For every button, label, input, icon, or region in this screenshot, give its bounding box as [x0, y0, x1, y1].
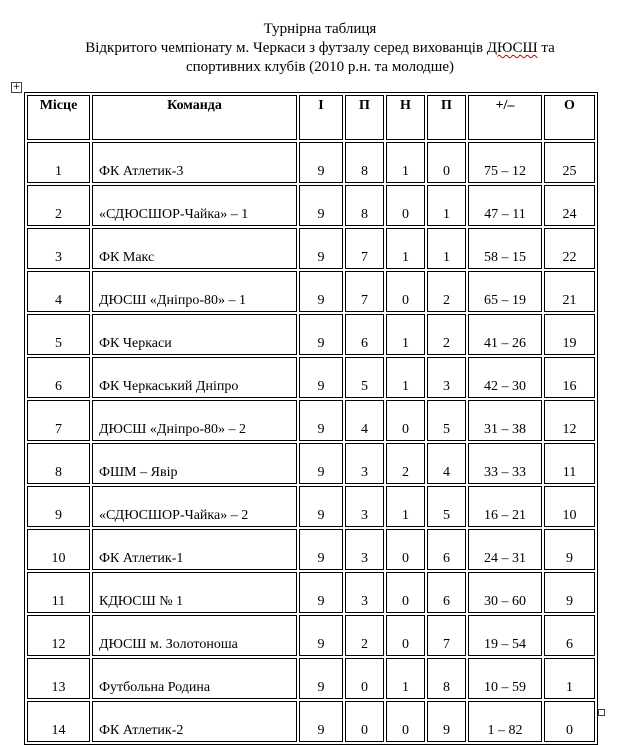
table-header-row — [27, 95, 595, 140]
cell-wins[interactable]: 7 — [345, 271, 384, 312]
table-row — [27, 314, 595, 355]
table-row — [27, 443, 595, 484]
cell-games[interactable]: 9 — [299, 615, 343, 656]
cell-points[interactable]: 1 — [544, 658, 595, 699]
cell-losses[interactable]: 2 — [427, 271, 466, 312]
cell-draws[interactable]: 0 — [386, 271, 425, 312]
cell-draws[interactable]: 1 — [386, 228, 425, 269]
cell-place[interactable]: 11 — [27, 572, 90, 613]
cell-points[interactable]: 25 — [544, 142, 595, 183]
table-row — [27, 572, 595, 613]
cell-losses[interactable]: 0 — [427, 142, 466, 183]
cell-draws[interactable]: 1 — [386, 314, 425, 355]
cell-wins[interactable]: 3 — [345, 486, 384, 527]
header-losses[interactable]: П — [427, 95, 466, 140]
cell-goals[interactable]: 42 – 30 — [468, 357, 542, 398]
cell-points[interactable]: 21 — [544, 271, 595, 312]
cell-goals[interactable]: 24 – 31 — [468, 529, 542, 570]
cell-goals[interactable]: 19 – 54 — [468, 615, 542, 656]
table-row — [27, 400, 595, 441]
cell-place[interactable]: 7 — [27, 400, 90, 441]
cell-losses[interactable]: 8 — [427, 658, 466, 699]
cell-wins[interactable]: 8 — [345, 185, 384, 226]
header-place[interactable]: Місце — [27, 95, 90, 140]
cell-losses[interactable]: 3 — [427, 357, 466, 398]
cell-goals[interactable]: 10 – 59 — [468, 658, 542, 699]
cell-goals[interactable]: 33 – 33 — [468, 443, 542, 484]
title-line-1: Турнірна таблиця — [263, 21, 377, 37]
cell-games[interactable]: 9 — [299, 314, 343, 355]
cell-wins[interactable]: 0 — [345, 658, 384, 699]
cell-points[interactable]: 0 — [544, 701, 595, 742]
cell-place[interactable]: 10 — [27, 529, 90, 570]
cell-points[interactable]: 11 — [544, 443, 595, 484]
header-points[interactable]: О — [544, 95, 595, 140]
cell-goals[interactable]: 30 – 60 — [468, 572, 542, 613]
table-row — [27, 357, 595, 398]
cell-goals[interactable]: 16 – 21 — [468, 486, 542, 527]
cell-team[interactable]: ФК Атлетик-1 — [92, 529, 297, 570]
cell-draws[interactable]: 0 — [386, 185, 425, 226]
header-goal-difference[interactable]: +/– — [468, 95, 542, 140]
cell-team[interactable]: ДЮСШ м. Золотоноша — [92, 615, 297, 656]
cell-draws[interactable]: 0 — [386, 615, 425, 656]
cell-wins[interactable]: 3 — [345, 572, 384, 613]
cell-losses[interactable]: 1 — [427, 228, 466, 269]
cell-wins[interactable]: 4 — [345, 400, 384, 441]
cell-team[interactable]: КДЮСШ № 1 — [92, 572, 297, 613]
standings-table — [24, 92, 598, 745]
cell-place[interactable]: 4 — [27, 271, 90, 312]
cell-team[interactable]: Футбольна Родина — [92, 658, 297, 699]
header-games[interactable]: І — [299, 95, 343, 140]
cell-wins[interactable]: 5 — [345, 357, 384, 398]
table-row — [27, 701, 595, 742]
cell-place[interactable]: 8 — [27, 443, 90, 484]
cell-team[interactable]: ДЮСШ «Дніпро-80» – 2 — [92, 400, 297, 441]
cell-team[interactable]: «СДЮСШОР-Чайка» – 2 — [92, 486, 297, 527]
cell-points[interactable]: 22 — [544, 228, 595, 269]
cell-losses[interactable]: 7 — [427, 615, 466, 656]
cell-games[interactable]: 9 — [299, 357, 343, 398]
cell-points[interactable]: 10 — [544, 486, 595, 527]
cell-points[interactable]: 24 — [544, 185, 595, 226]
document-title — [0, 20, 640, 77]
cell-place[interactable]: 13 — [27, 658, 90, 699]
cell-games[interactable]: 9 — [299, 185, 343, 226]
cell-losses[interactable]: 1 — [427, 185, 466, 226]
cell-games[interactable]: 9 — [299, 228, 343, 269]
cell-draws[interactable]: 2 — [386, 443, 425, 484]
cell-place[interactable]: 5 — [27, 314, 90, 355]
cell-wins[interactable]: 0 — [345, 701, 384, 742]
cell-wins[interactable]: 3 — [345, 443, 384, 484]
cell-wins[interactable]: 3 — [345, 529, 384, 570]
cell-games[interactable]: 9 — [299, 443, 343, 484]
cell-place[interactable]: 14 — [27, 701, 90, 742]
cell-games[interactable]: 9 — [299, 529, 343, 570]
table-row — [27, 615, 595, 656]
cell-losses[interactable]: 6 — [427, 572, 466, 613]
cell-points[interactable]: 9 — [544, 529, 595, 570]
table-row — [27, 271, 595, 312]
header-team[interactable]: Команда — [92, 95, 297, 140]
header-wins[interactable]: П — [345, 95, 384, 140]
table-resize-handle[interactable] — [598, 709, 605, 716]
cell-team[interactable]: ФК Черкаси — [92, 314, 297, 355]
cell-losses[interactable]: 5 — [427, 486, 466, 527]
cell-goals[interactable]: 47 – 11 — [468, 185, 542, 226]
cell-draws[interactable]: 0 — [386, 701, 425, 742]
cell-losses[interactable]: 4 — [427, 443, 466, 484]
cell-goals[interactable]: 41 – 26 — [468, 314, 542, 355]
cell-team[interactable]: ФК Черкаський Дніпро — [92, 357, 297, 398]
cell-goals[interactable]: 1 – 82 — [468, 701, 542, 742]
spellcheck-flagged-word[interactable]: ДЮСШ — [486, 40, 538, 56]
cell-draws[interactable]: 1 — [386, 486, 425, 527]
header-draws[interactable]: Н — [386, 95, 425, 140]
cell-games[interactable]: 9 — [299, 572, 343, 613]
table-row — [27, 185, 595, 226]
title-line-3: спортивних клубів (2010 р.н. та молодше) — [185, 59, 454, 75]
cell-games[interactable]: 9 — [299, 271, 343, 312]
cell-points[interactable]: 9 — [544, 572, 595, 613]
cell-points[interactable]: 12 — [544, 400, 595, 441]
cell-place[interactable]: 1 — [27, 142, 90, 183]
cell-team[interactable]: ФК Атлетик-3 — [92, 142, 297, 183]
cell-place[interactable]: 2 — [27, 185, 90, 226]
table-row — [27, 658, 595, 699]
cell-place[interactable]: 12 — [27, 615, 90, 656]
cell-draws[interactable]: 0 — [386, 400, 425, 441]
cell-wins[interactable]: 6 — [345, 314, 384, 355]
cell-wins[interactable]: 8 — [345, 142, 384, 183]
table-row — [27, 228, 595, 269]
cell-goals[interactable]: 58 – 15 — [468, 228, 542, 269]
cell-place[interactable]: 6 — [27, 357, 90, 398]
cell-games[interactable]: 9 — [299, 486, 343, 527]
cell-points[interactable]: 16 — [544, 357, 595, 398]
cell-draws[interactable]: 0 — [386, 572, 425, 613]
cell-draws[interactable]: 1 — [386, 142, 425, 183]
move-cross-icon[interactable]: + — [12, 82, 21, 92]
title-line-2-end: та — [537, 40, 555, 56]
cell-losses[interactable]: 9 — [427, 701, 466, 742]
cell-wins[interactable]: 7 — [345, 228, 384, 269]
cell-draws[interactable]: 1 — [386, 357, 425, 398]
cell-losses[interactable]: 5 — [427, 400, 466, 441]
cell-losses[interactable]: 2 — [427, 314, 466, 355]
cell-games[interactable]: 9 — [299, 658, 343, 699]
cell-games[interactable]: 9 — [299, 701, 343, 742]
cell-team[interactable]: ФК Атлетик-2 — [92, 701, 297, 742]
table-row — [27, 486, 595, 527]
cell-team[interactable]: ФК Макс — [92, 228, 297, 269]
table-row — [27, 529, 595, 570]
title-line-2-start: Відкритого чемпіонату м. Черкаси з футзалу серед вихованців — [85, 40, 487, 56]
cell-games[interactable]: 9 — [299, 400, 343, 441]
cell-goals[interactable]: 65 – 19 — [468, 271, 542, 312]
cell-team[interactable]: ФШМ – Явір — [92, 443, 297, 484]
cell-place[interactable]: 9 — [27, 486, 90, 527]
cell-wins[interactable]: 2 — [345, 615, 384, 656]
cell-place[interactable]: 3 — [27, 228, 90, 269]
cell-goals[interactable]: 75 – 12 — [468, 142, 542, 183]
title-line-2 — [0, 39, 640, 58]
cell-team[interactable]: ДЮСШ «Дніпро-80» – 1 — [92, 271, 297, 312]
cell-team[interactable]: «СДЮСШОР-Чайка» – 1 — [92, 185, 297, 226]
cell-draws[interactable]: 0 — [386, 529, 425, 570]
cell-goals[interactable]: 31 – 38 — [468, 400, 542, 441]
cell-games[interactable]: 9 — [299, 142, 343, 183]
table-row — [27, 142, 595, 183]
cell-points[interactable]: 6 — [544, 615, 595, 656]
cell-losses[interactable]: 6 — [427, 529, 466, 570]
cell-points[interactable]: 19 — [544, 314, 595, 355]
cell-draws[interactable]: 1 — [386, 658, 425, 699]
